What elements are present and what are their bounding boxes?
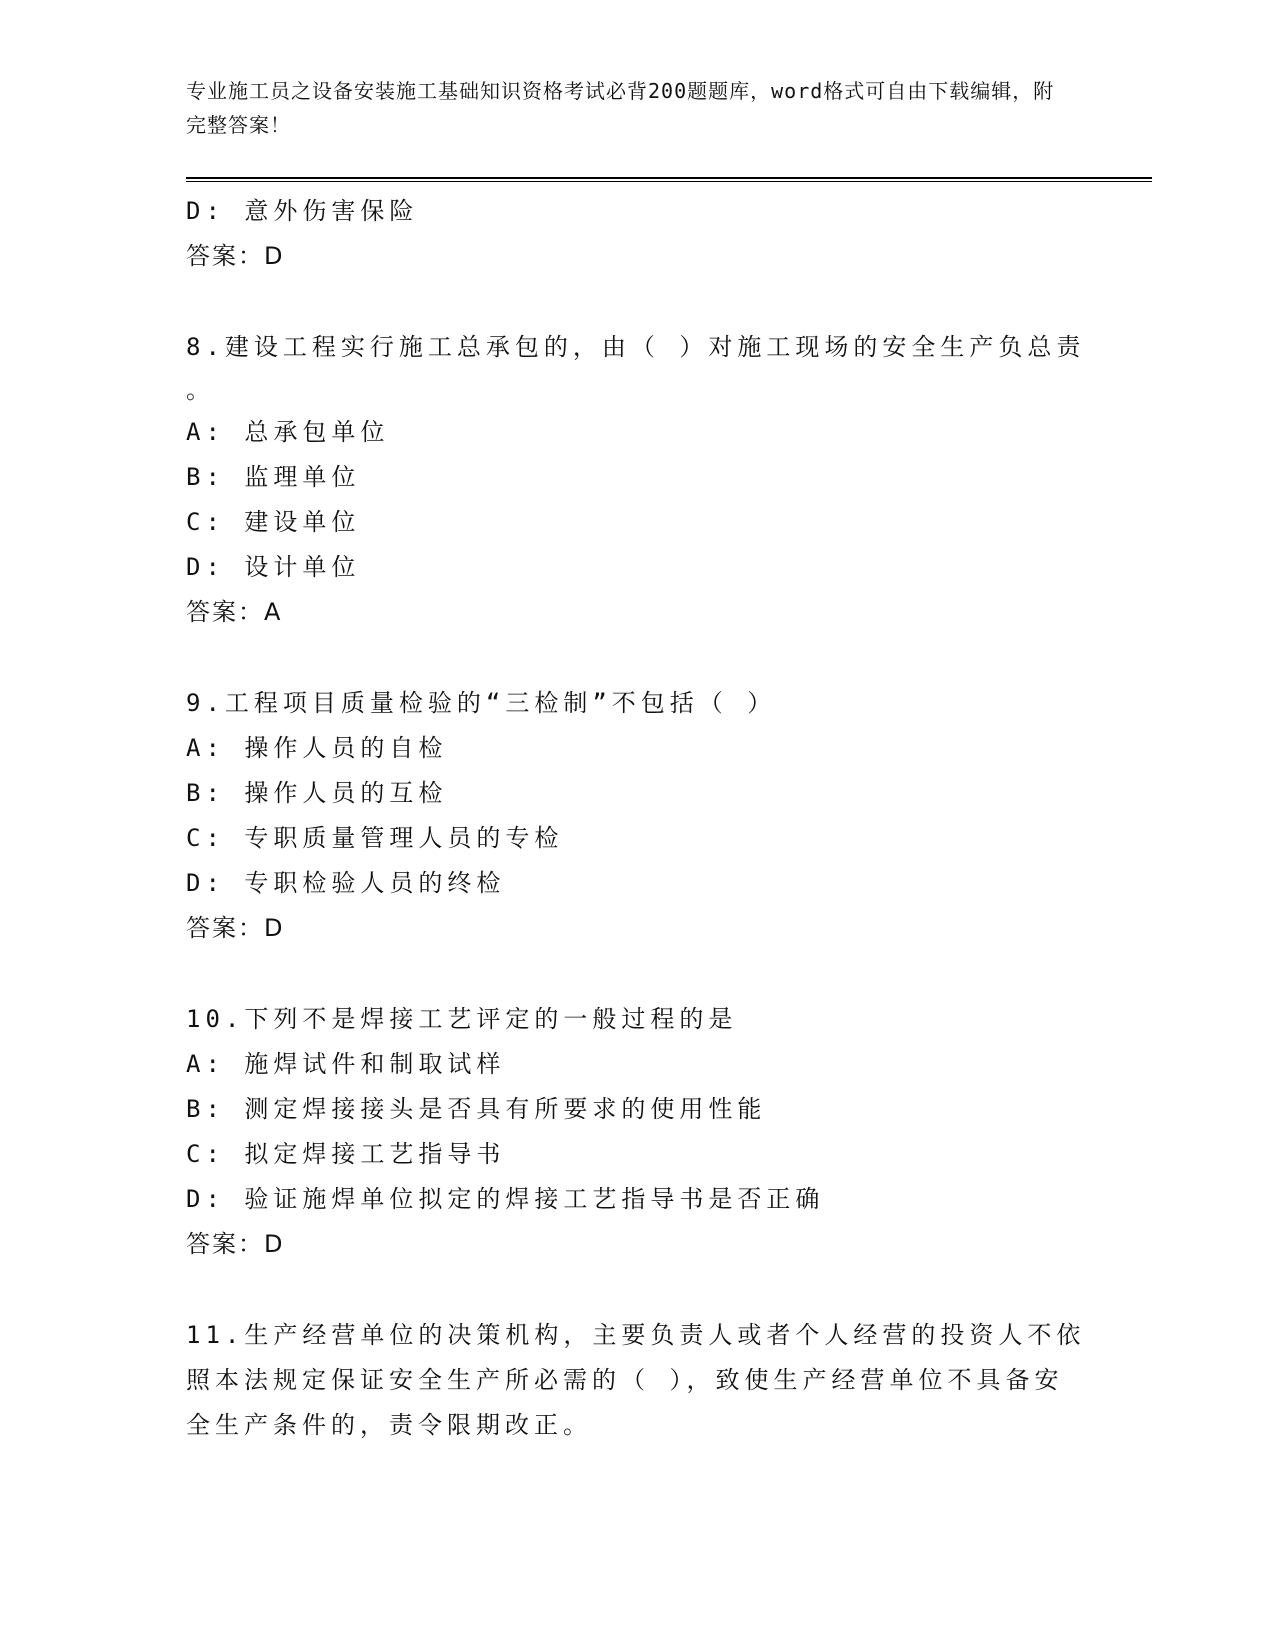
- header-rule-thin: [186, 181, 1152, 182]
- answer-line: 答案：A: [186, 598, 283, 626]
- option-b: B: 监理单位: [186, 463, 361, 491]
- option-b: B: 测定焊接接头是否具有所要求的使用性能: [186, 1095, 767, 1123]
- option-c: C: 拟定焊接工艺指导书: [186, 1140, 506, 1168]
- document-body: [186, 189, 1146, 1448]
- option-c: C: 专职质量管理人员的专检: [186, 824, 564, 852]
- option-c: C: 建设单位: [186, 508, 361, 536]
- option-a: A: 操作人员的自检: [186, 734, 448, 762]
- option-d: D: 设计单位: [186, 553, 361, 581]
- header-rule-thick: [186, 177, 1152, 179]
- spacer: [186, 279, 1146, 325]
- question-stem: 9.工程项目质量检验的“三检制”不包括（ ）: [186, 689, 777, 717]
- option-a: A: 总承包单位: [186, 418, 390, 446]
- option-d: D: 专职检验人员的终检: [186, 869, 506, 897]
- spacer: [186, 1267, 1146, 1313]
- question-stem-continued: 全生产条件的，责令限期改正。: [186, 1411, 592, 1439]
- question-stem: 8.建设工程实行施工总承包的，由（ ）对施工现场的安全生产负总责: [186, 333, 1086, 361]
- option-b: B: 操作人员的互检: [186, 779, 448, 807]
- answer-line: 答案：D: [186, 914, 285, 942]
- question-stem-continued: 照本法规定保证安全生产所必需的（ ），致使生产经营单位不具备安: [186, 1366, 1064, 1394]
- spacer: [186, 635, 1146, 681]
- spacer: [186, 951, 1146, 997]
- question-stem: 10.下列不是焊接工艺评定的一般过程的是: [186, 1005, 738, 1033]
- option-a: A: 施焊试件和制取试样: [186, 1050, 506, 1078]
- option-d: D: 意外伤害保险: [186, 197, 419, 225]
- answer-line: 答案：D: [186, 1230, 285, 1258]
- question-stem-continued: 。: [186, 376, 215, 404]
- option-d: D: 验证施焊单位拟定的焊接工艺指导书是否正确: [186, 1185, 825, 1213]
- answer-line: 答案：D: [186, 242, 285, 270]
- document-header: 专业施工员之设备安装施工基础知识资格考试必背200题题库，word格式可自由下载编辑，附完整答案！: [186, 79, 1055, 137]
- question-stem: 11.生产经营单位的决策机构，主要负责人或者个人经营的投资人不依: [186, 1321, 1086, 1349]
